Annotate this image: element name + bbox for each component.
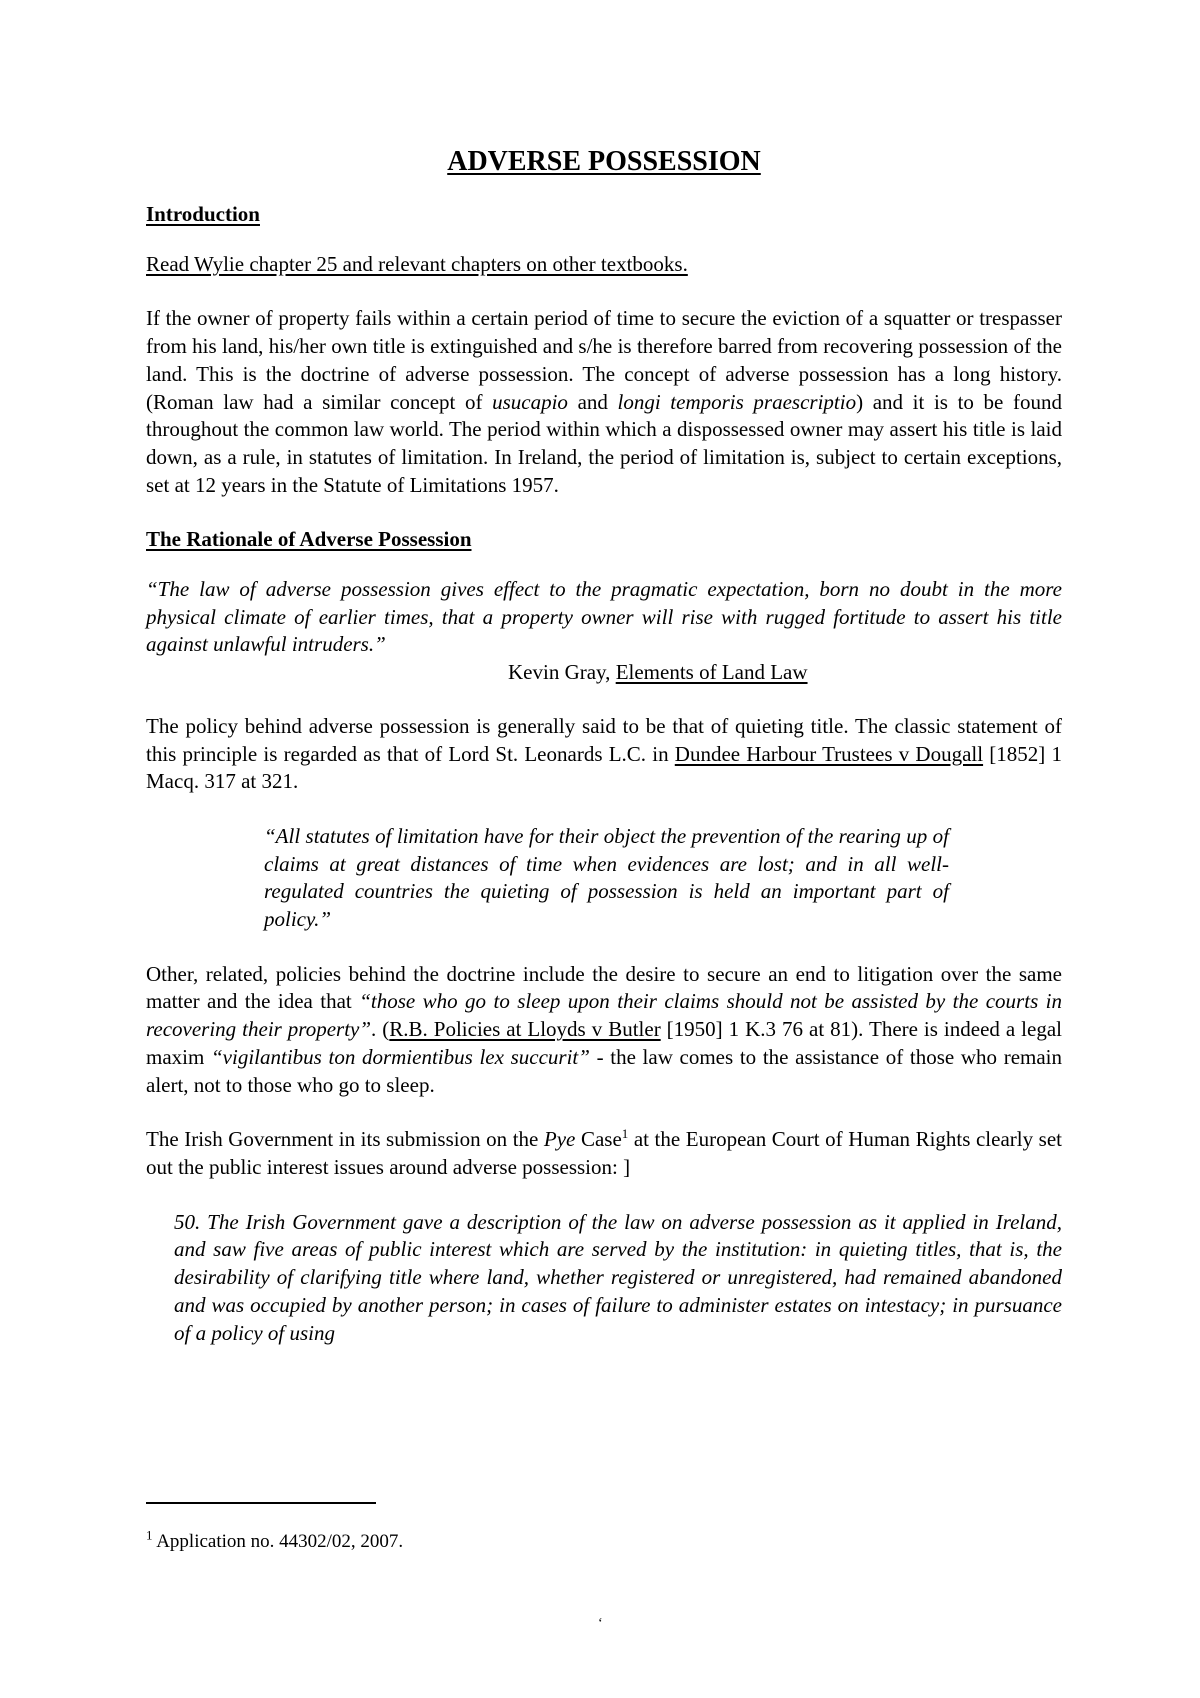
irish-italic-pye: Pye: [543, 1127, 576, 1152]
other-text-c: [1950] 1 K.3 76 at 81). There is indeed a legal maxim: [146, 1017, 1062, 1069]
footnote-reference: 1: [621, 1126, 629, 1142]
other-text-b: . (: [371, 1017, 390, 1042]
other-italic-maxim: “vigilantibus ton dormientibus lex succurit”: [210, 1044, 590, 1069]
page-number-mark: ‘: [598, 1616, 603, 1631]
intro-text-c: ) and it is to be found throughout the common law world. The period within which a dispossessed owner may assert his title is laid down, as a rule, in statutes of limitation. In Ireland, the period of limitation is, subject to certain exceptions, set at 12 years in the Statute of Limitations 1957.: [146, 389, 1062, 497]
footnote: [146, 1527, 404, 1554]
intro-italic-usucapio: usucapio: [492, 389, 568, 414]
dundee-quote: “All statutes of limitation have for their object the prevention of the rearing up of claims at great distances of time when evidences are lost; and in all well-regulated countries the quieting of possession is held an important part of policy.”: [264, 823, 949, 932]
gray-quote: “The law of adverse possession gives effect to the pragmatic expectation, born no doubt in the more physical climate of earlier times, that a property owner will rise with rugged fortitude to assert his title against unlawful intruders.”: [146, 577, 1062, 657]
policy-text-b: [1852] 1 Macq. 317 at 321.: [146, 741, 1062, 794]
intro-italic-longi: longi temporis praescriptio: [617, 389, 857, 414]
intro-text-a: If the owner of property fails within a certain period of time to secure the eviction of a squatter or trespasser from his land, his/her own title is extinguished and s/he is therefore barred from recovering possession of the land. This is the doctrine of adverse possession. The concept of adverse possession has a long history. (Roman law had a similar concept of: [146, 306, 1062, 414]
introduction-paragraph: [146, 305, 1062, 499]
other-italic-sleep-quote: “those who go to sleep upon their claims should not be assisted by the courts in recovering their property”: [146, 989, 1062, 1042]
irish-text-a: The Irish Government in its submission on the: [146, 1127, 544, 1152]
irish-government-paragraph: [146, 1126, 1062, 1181]
gray-book-title: Elements of Land Law: [615, 660, 808, 685]
footnote-text: Application no. 44302/02, 2007.: [152, 1531, 404, 1552]
lloyds-case-name: R.B. Policies at Lloyds v Butler: [389, 1017, 661, 1042]
other-text-a: Other, related, policies behind the doctrine include the desire to secure an end to litigation over the same matter and the idea that: [146, 961, 1062, 1014]
intro-text-b: and: [567, 389, 618, 414]
other-policies-paragraph: [146, 961, 1062, 1100]
policy-text-a: The policy behind adverse possession is generally said to be that of quieting title. The classic statement of this principle is regarded as that of Lord St. Leonards L.C. in: [146, 713, 1062, 766]
document-body: [146, 145, 1062, 1347]
irish-text-c: at the European Court of Human Rights clearly set out the public interest issues around adverse possession: ]: [146, 1127, 1062, 1179]
gray-author: Kevin Gray,: [508, 660, 616, 685]
footnote-separator: [146, 1502, 376, 1504]
reading-note-text: Read Wylie chapter 25 and relevant chapters on other textbooks.: [146, 251, 688, 276]
page-title: ADVERSE POSSESSION: [447, 146, 761, 177]
dundee-case-name: Dundee Harbour Trustees v Dougall: [674, 741, 984, 766]
other-text-d: - the law comes to the assistance of those who remain alert, not to those who go to sleep.: [146, 1044, 1063, 1097]
reading-note: [146, 251, 1062, 279]
introduction-heading: Introduction: [146, 202, 260, 226]
gray-attribution: [146, 659, 1062, 687]
footnote-marker: 1: [146, 1527, 153, 1543]
irish-government-quote: 50. The Irish Government gave a description of the law on adverse possession as it applied in Ireland, and saw five areas of public interest which are served by the institution: in quieting titles, that is, the desirability of clarifying title where land, whether registered or unregistered, had remained abandoned and was occupied by another person; in cases of failure to administer estates on intestacy; in pursuance of a policy of using: [174, 1209, 1062, 1345]
irish-text-b: Case: [575, 1127, 622, 1152]
rationale-heading: The Rationale of Adverse Possession: [146, 527, 472, 552]
policy-paragraph: [146, 713, 1062, 796]
